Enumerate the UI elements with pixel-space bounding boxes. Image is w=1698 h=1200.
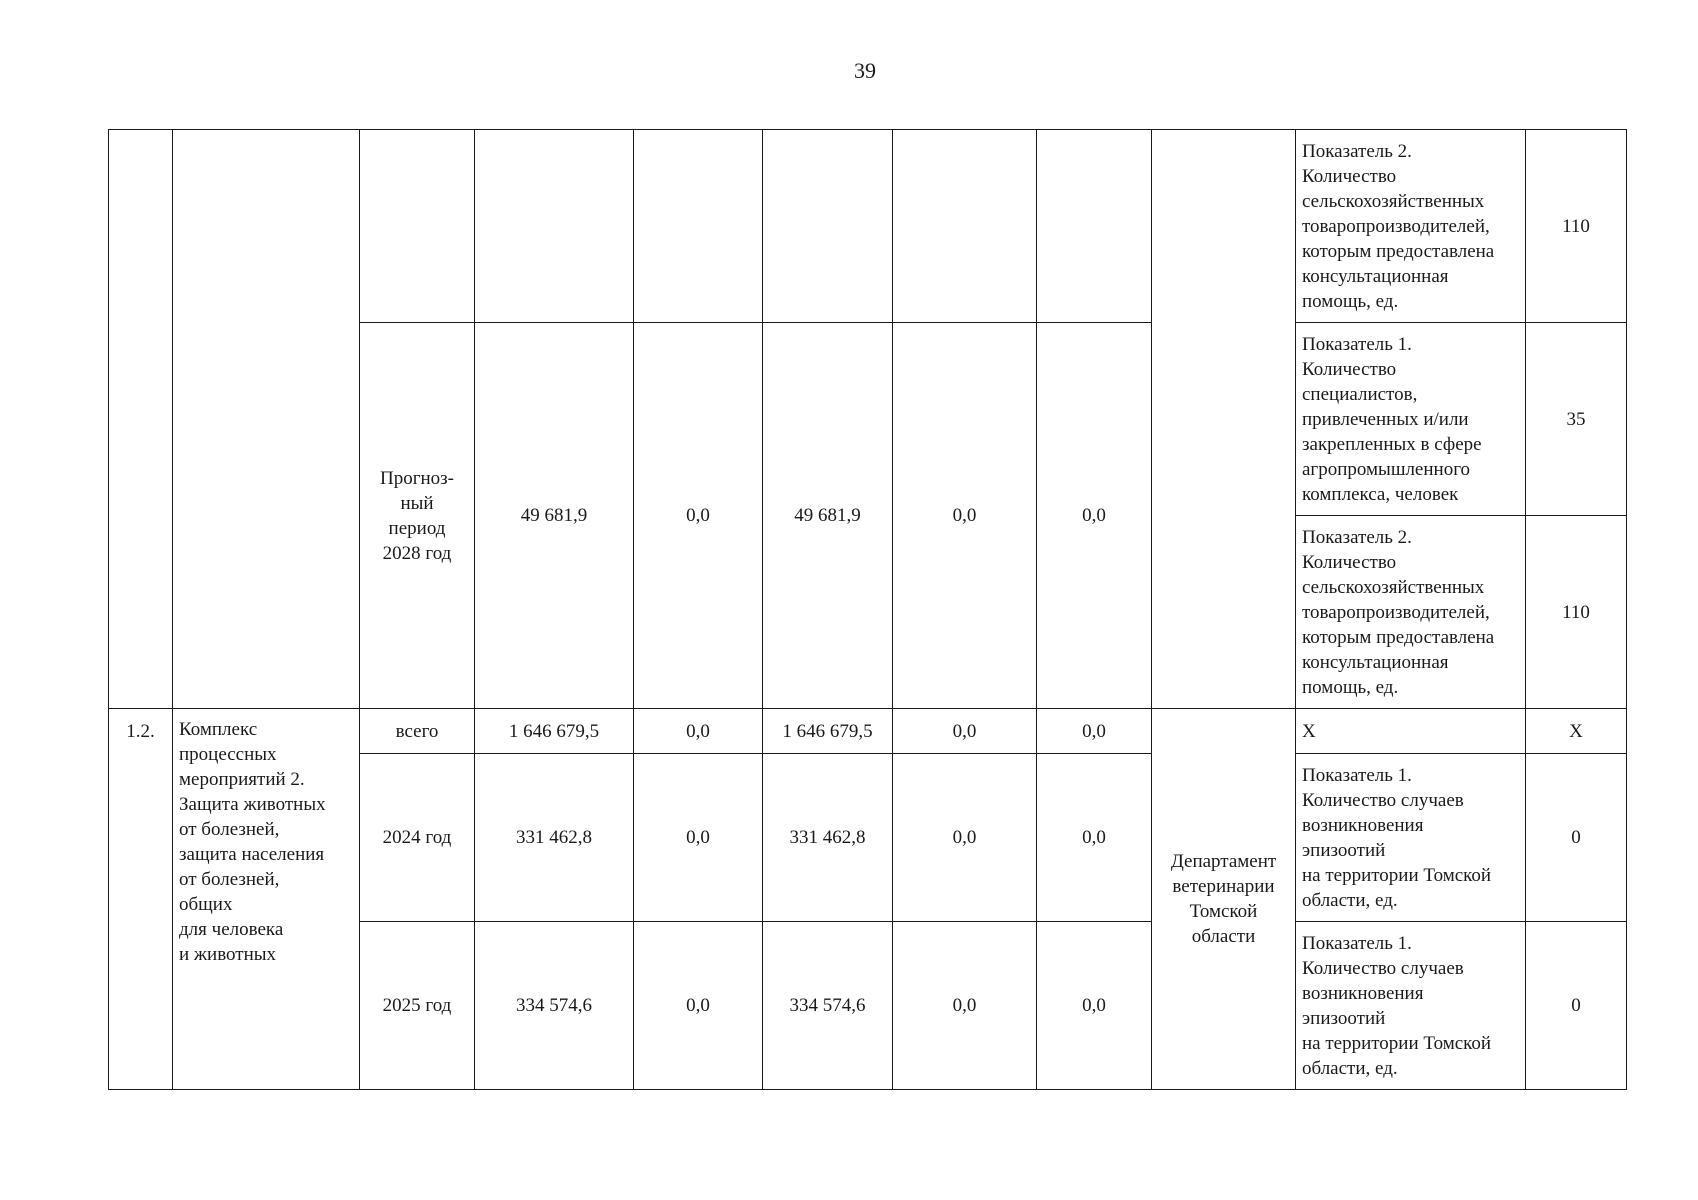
cell-period: 2024 год <box>360 754 475 922</box>
cell-period: 2025 год <box>360 922 475 1090</box>
cell-period: Прогноз- ный период 2028 год <box>360 323 475 709</box>
indicator-value: 110 <box>1526 130 1627 323</box>
cell-value-local: 0,0 <box>893 922 1037 1090</box>
indicator-value: 0 <box>1526 922 1627 1090</box>
cell-value-other: 0,0 <box>1037 709 1152 754</box>
cell-number-empty <box>109 130 173 709</box>
indicator-value: X <box>1526 709 1627 754</box>
cell-value-regional: 334 574,6 <box>763 922 893 1090</box>
cell-value-regional: 1 646 679,5 <box>763 709 893 754</box>
indicator-text: Показатель 2. Количество сельскохозяйственных товаропроизводителей, которым предоставлена консультационная помощь, ед. <box>1296 130 1526 323</box>
cell-value-empty <box>475 130 634 323</box>
cell-value-federal: 0,0 <box>634 323 763 709</box>
indicator-value: 35 <box>1526 323 1627 516</box>
cell-value-empty <box>893 130 1037 323</box>
table-row <box>109 130 1627 323</box>
table-row <box>109 709 1627 754</box>
cell-value-other: 0,0 <box>1037 323 1152 709</box>
section-number: 1.2. <box>109 709 173 1090</box>
cell-executor: Департамент ветеринарии Томской области <box>1152 709 1296 1090</box>
cell-value-federal: 0,0 <box>634 754 763 922</box>
program-table <box>108 129 1627 1090</box>
cell-period-empty <box>360 130 475 323</box>
cell-value-other: 0,0 <box>1037 922 1152 1090</box>
cell-executor-empty <box>1152 130 1296 709</box>
cell-value-local: 0,0 <box>893 754 1037 922</box>
cell-value-local: 0,0 <box>893 323 1037 709</box>
indicator-text: Показатель 1. Количество специалистов, привлеченных и/или закрепленных в сфере агропромышленного комплекса, человек <box>1296 323 1526 516</box>
indicator-value: 110 <box>1526 516 1627 709</box>
cell-value-empty <box>1037 130 1152 323</box>
cell-value-regional: 49 681,9 <box>763 323 893 709</box>
cell-value-federal: 0,0 <box>634 709 763 754</box>
cell-value-regional: 331 462,8 <box>763 754 893 922</box>
indicator-text: Показатель 1. Количество случаев возникновения эпизоотий на территории Томской области, ед. <box>1296 754 1526 922</box>
cell-value-local: 0,0 <box>893 709 1037 754</box>
section-title: Комплекс процессных мероприятий 2. Защита животных от болезней, защита населения от болезней, общих для человека и животных <box>173 709 360 1090</box>
page-number: 39 <box>854 58 876 83</box>
cell-period: всего <box>360 709 475 754</box>
indicator-text: X <box>1296 709 1526 754</box>
indicator-value: 0 <box>1526 754 1627 922</box>
cell-value-total: 334 574,6 <box>475 922 634 1090</box>
cell-value-empty <box>763 130 893 323</box>
indicator-text: Показатель 2. Количество сельскохозяйственных товаропроизводителей, которым предоставлена консультационная помощь, ед. <box>1296 516 1526 709</box>
indicator-text: Показатель 1. Количество случаев возникновения эпизоотий на территории Томской области, ед. <box>1296 922 1526 1090</box>
cell-value-total: 331 462,8 <box>475 754 634 922</box>
cell-value-total: 49 681,9 <box>475 323 634 709</box>
cell-value-total: 1 646 679,5 <box>475 709 634 754</box>
cell-value-empty <box>634 130 763 323</box>
cell-title-empty <box>173 130 360 709</box>
cell-value-federal: 0,0 <box>634 922 763 1090</box>
cell-value-other: 0,0 <box>1037 754 1152 922</box>
